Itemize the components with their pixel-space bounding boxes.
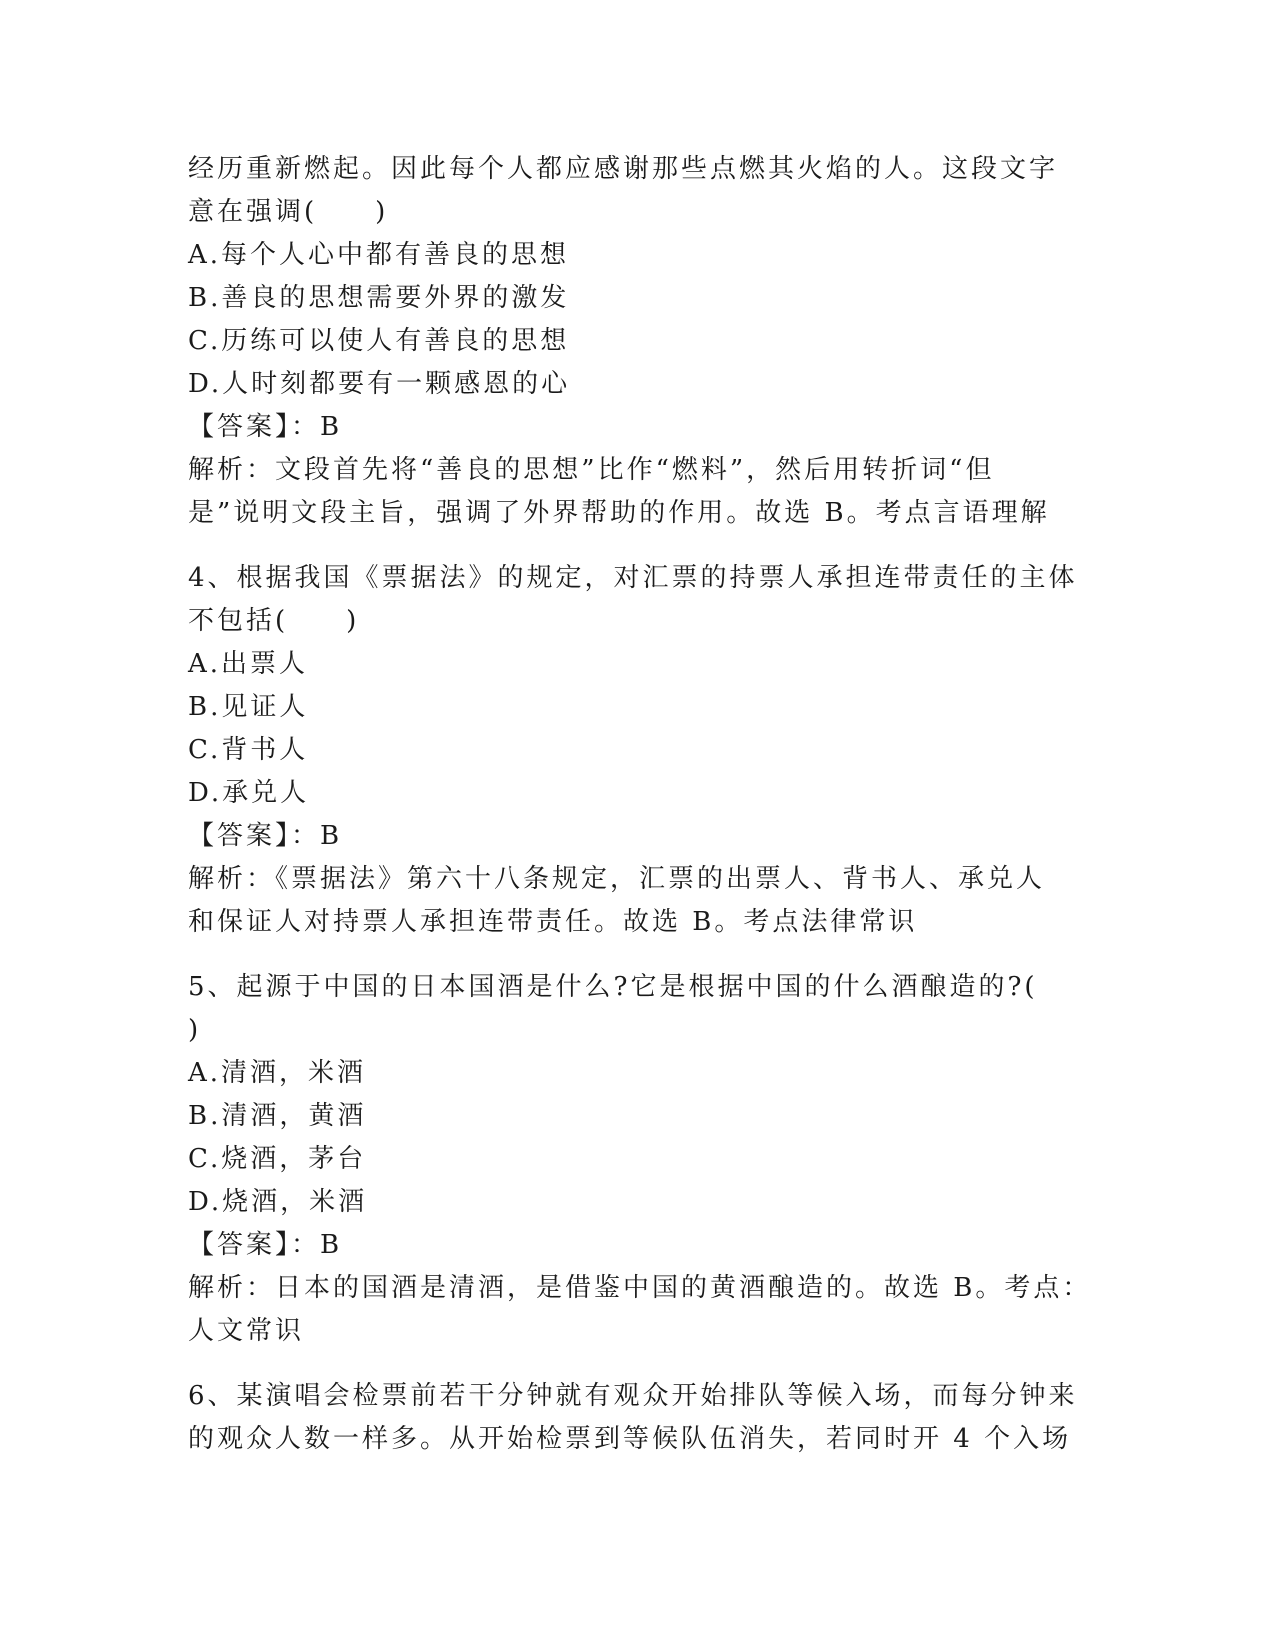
analysis-line: 和保证人对持票人承担连带责任。故选 B。考点法律常识 [188, 907, 918, 937]
analysis-line: 是”说明文段主旨，强调了外界帮助的作用。故选 B。考点言语理解 [188, 498, 1050, 528]
option-a: A.每个人心中都有善良的思想 [188, 240, 570, 270]
question-3 [188, 148, 1088, 535]
question-stem-line: 不包括( ) [188, 606, 360, 636]
option-b: B.清酒，黄酒 [188, 1101, 367, 1131]
question-stem-line: 6、某演唱会检票前若干分钟就有观众开始排队等候入场，而每分钟来 [188, 1381, 1078, 1411]
answer-line: 【答案】：B [188, 821, 343, 851]
question-4 [188, 557, 1088, 944]
question-stem-line: 5、起源于中国的日本国酒是什么?它是根据中国的什么酒酿造的?( [188, 972, 1038, 1002]
option-a: A.清酒，米酒 [188, 1058, 367, 1088]
question-5 [188, 966, 1092, 1353]
question-stem-line: 意在强调( ) [188, 197, 389, 227]
analysis-line: 解析：《票据法》第六十八条规定，汇票的出票人、背书人、承兑人 [188, 864, 1046, 894]
option-c: C.背书人 [188, 735, 309, 765]
option-c: C.烧酒，茅台 [188, 1144, 367, 1174]
option-a: A.出票人 [188, 649, 309, 679]
document-page [188, 148, 1092, 1461]
analysis-line: 人文常识 [188, 1316, 305, 1346]
question-stem-line: 经历重新燃起。因此每个人都应感谢那些点燃其火焰的人。这段文字 [188, 154, 1059, 184]
question-stem-line: 4、根据我国《票据法》的规定，对汇票的持票人承担连带责任的主体 [188, 563, 1078, 593]
analysis-line: 解析：文段首先将“善良的思想”比作“燃料”，然后用转折词“但 [188, 455, 995, 485]
option-b: B.见证人 [188, 692, 309, 722]
option-d: D.烧酒，米酒 [188, 1187, 368, 1217]
question-stem-line: 的观众人数一样多。从开始检票到等候队伍消失，若同时开 4 个入场 [188, 1424, 1072, 1454]
option-d: D.承兑人 [188, 778, 310, 808]
option-d: D.人时刻都要有一颗感恩的心 [188, 369, 571, 399]
answer-line: 【答案】：B [188, 1230, 343, 1260]
option-b: B.善良的思想需要外界的激发 [188, 283, 570, 313]
answer-line: 【答案】：B [188, 412, 343, 442]
question-stem-line: ) [188, 1015, 202, 1045]
analysis-line: 解析：日本的国酒是清酒，是借鉴中国的黄酒酿造的。故选 B。考点： [188, 1273, 1092, 1303]
question-6 [188, 1375, 1088, 1461]
option-c: C.历练可以使人有善良的思想 [188, 326, 570, 356]
